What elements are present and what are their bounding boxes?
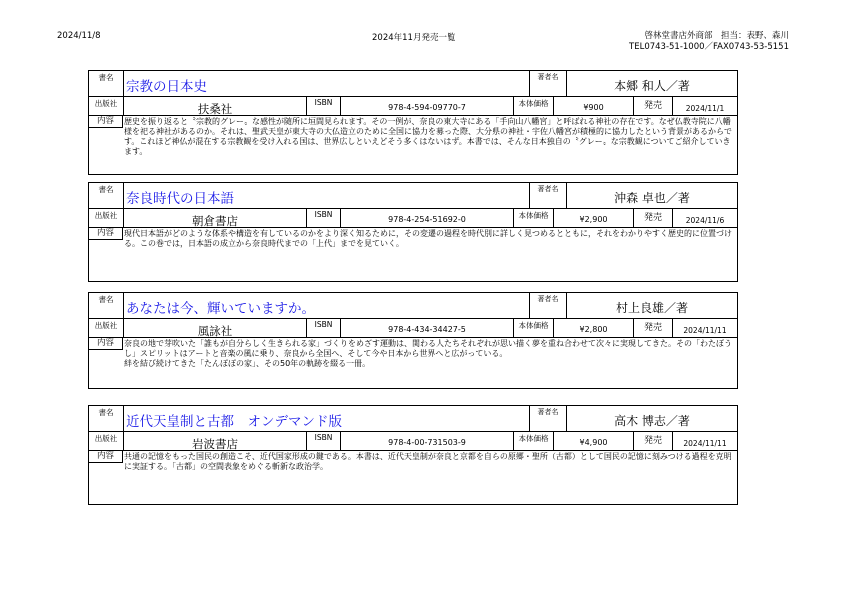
book-author: 高木 博志／著 [566, 406, 737, 431]
book-price: ¥2,800 [553, 319, 633, 337]
release-label: 発売 [633, 209, 672, 227]
release-label: 発売 [633, 432, 672, 450]
author-label: 著者名 [529, 183, 566, 208]
book-publisher: 朝倉書店 [123, 209, 306, 227]
publisher-label: 出版社 [94, 211, 118, 220]
book-title: 近代天皇制と古都 オンデマンド版 [123, 406, 529, 431]
book-info-row [89, 319, 737, 338]
book-isbn: 978-4-00-731503-9 [340, 432, 513, 450]
header-dept [629, 31, 789, 53]
book-description-extra: 絆を結び続けてきた「たんぽぽの家」、その50年の軌跡を綴る一冊。 [124, 359, 371, 368]
title-label: 書名 [98, 185, 114, 194]
book-title-row [89, 406, 737, 432]
isbn-label: ISBN [306, 432, 340, 450]
isbn-label: ISBN [306, 97, 340, 115]
book-release-date: 2024/11/1 [672, 97, 737, 115]
book-author: 村上良雄／著 [566, 293, 737, 318]
book-title-row [89, 71, 737, 97]
book-publisher: 扶桑社 [123, 97, 306, 115]
book-isbn: 978-4-434-34427-5 [340, 319, 513, 337]
header-title: 2024年11月発売一覧 [372, 33, 456, 43]
isbn-label: ISBN [306, 319, 340, 337]
price-label: 本体価格 [513, 319, 553, 337]
publisher-label: 出版社 [94, 321, 118, 330]
book-info-row [89, 209, 737, 228]
book-content [89, 116, 737, 157]
content-label: 内容 [89, 228, 123, 240]
book-title-row [89, 183, 737, 209]
book-content [89, 451, 737, 472]
release-label: 発売 [633, 319, 672, 337]
book-entry [88, 292, 738, 389]
book-entry [88, 70, 738, 175]
price-label: 本体価格 [513, 432, 553, 450]
book-publisher: 風詠社 [123, 319, 306, 337]
header-date: 2024/11/8 [57, 31, 101, 41]
content-label: 内容 [89, 338, 123, 350]
book-entry [88, 182, 738, 282]
book-info-row [89, 97, 737, 116]
price-label: 本体価格 [513, 97, 553, 115]
author-label: 著者名 [529, 71, 566, 96]
publisher-label: 出版社 [94, 99, 118, 108]
header-dept-name: 啓林堂書店外商部 担当：表野、森川 [644, 31, 789, 41]
book-entry [88, 405, 738, 505]
author-label: 著者名 [529, 293, 566, 318]
book-title: 宗教の日本史 [123, 71, 529, 96]
book-title-row [89, 293, 737, 319]
book-title: 奈良時代の日本語 [123, 183, 529, 208]
book-info-row [89, 432, 737, 451]
book-content [89, 228, 737, 249]
book-author: 沖森 卓也／著 [566, 183, 737, 208]
book-release-date: 2024/11/6 [672, 209, 737, 227]
isbn-label: ISBN [306, 209, 340, 227]
book-price: ¥4,900 [553, 432, 633, 450]
title-label: 書名 [98, 73, 114, 82]
book-description: 歴史を振り返ると〝宗教的グレー〟な感性が随所に垣間見られます。その一例が、奈良の東大寺にある「手向山八幡宮」と呼ばれる神社の存在です。なぜ仏教寺院に八幡様を祀る神社があるのか。それは、聖武天皇が東大寺の大仏造立のために全国に協力を募った際、大分県の神社・宇佐八幡宮が積極的に協力したという背景があるからです。これほど神仏が混在する宗教観を受け入れる国は、世界広しといえどそう多くはないはず。本書では、そんな日本独自の〝グレー〟な宗教観についてご紹介していきます。 [124, 117, 732, 156]
content-label: 内容 [89, 451, 123, 463]
book-release-date: 2024/11/11 [672, 319, 737, 337]
book-price: ¥900 [553, 97, 633, 115]
book-description: 共通の記憶をもった国民の創造こそ、近代国家形成の鍵である。本書は、近代天皇制が奈良と京都を自らの原郷・聖所（古都）として国民の記憶に刻みつける過程を克明に実証する。「古都」の空間表象をめぐる斬新な政治学。 [124, 452, 732, 471]
release-label: 発売 [633, 97, 672, 115]
book-release-date: 2024/11/11 [672, 432, 737, 450]
book-isbn: 978-4-594-09770-7 [340, 97, 513, 115]
book-publisher: 岩波書店 [123, 432, 306, 450]
book-description: 現代日本語がどのような体系や構造を有しているのかをより深く知るために，その変遷の過程を時代別に詳しく見つめるとともに，それをわかりやすく歴史的に位置づける。この巻では，日本語の成立から奈良時代までの「上代」までを見ていく。 [124, 229, 732, 248]
publisher-label: 出版社 [94, 434, 118, 443]
header-contact: TEL0743-51-1000／FAX0743-53-5151 [629, 42, 789, 52]
book-description: 奈良の地で芽吹いた「誰もが自分らしく生きられる家」づくりをめざす運動は、関わる人たちそれぞれが思い描く夢を重ね合わせて次々に実現してきた。その「わたぼうし」スピリットはアートと音楽の風に乗り、奈良から全国へ、そして今や日本から世界へと広がっている。 [124, 339, 732, 358]
title-label: 書名 [98, 295, 114, 304]
author-label: 著者名 [529, 406, 566, 431]
content-label: 内容 [89, 116, 123, 128]
price-label: 本体価格 [513, 209, 553, 227]
book-author: 本郷 和人／著 [566, 71, 737, 96]
book-title: あなたは今、輝いていますか。 [123, 293, 529, 318]
book-price: ¥2,900 [553, 209, 633, 227]
book-content [89, 338, 737, 369]
title-label: 書名 [98, 408, 114, 417]
book-isbn: 978-4-254-51692-0 [340, 209, 513, 227]
